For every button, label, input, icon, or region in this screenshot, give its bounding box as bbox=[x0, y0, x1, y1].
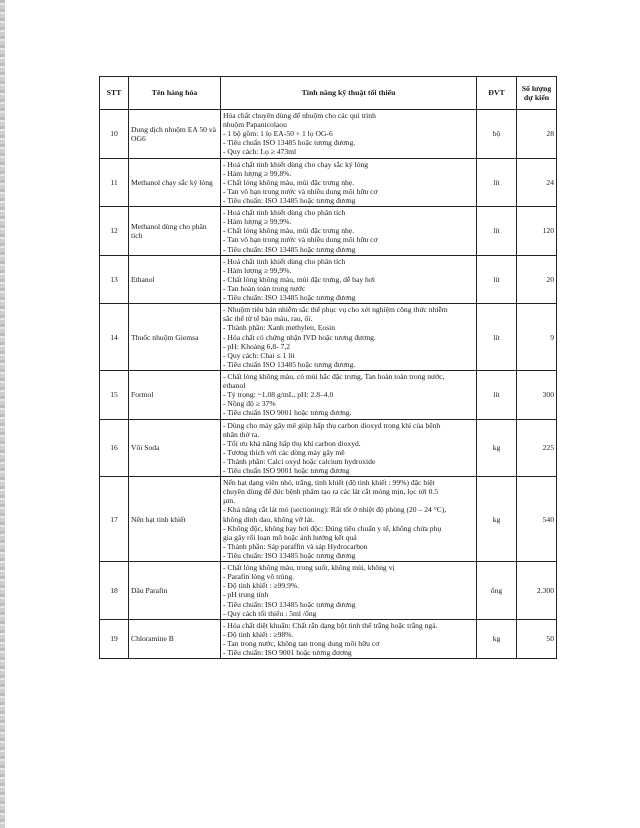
row-item-name: Dầu Parafin bbox=[129, 562, 221, 620]
spec-line: - Tiêu chuẩn: ISO 13485 hoặc tương đương bbox=[223, 195, 356, 205]
header-qty-line2: dự kiến bbox=[523, 93, 550, 102]
spec-line: - Quy cách: Chai ≤ 1 lít bbox=[223, 350, 295, 360]
header-name: Tên hàng hóa bbox=[129, 77, 221, 110]
table-row bbox=[100, 619, 557, 658]
spec-line: µm. bbox=[223, 496, 236, 506]
row-specs bbox=[221, 158, 477, 207]
row-unit: lít bbox=[477, 304, 517, 371]
row-specs bbox=[221, 110, 477, 159]
header-stt: STT bbox=[100, 77, 129, 110]
spec-line: - Tan vô hạn trong nước và nhiều dung môi hữu cơ bbox=[223, 235, 378, 245]
row-unit: kg bbox=[477, 477, 517, 562]
row-quantity: 24 bbox=[517, 158, 557, 207]
row-item-name: Dung dịch nhuộm EA 50 và OG6 bbox=[129, 110, 221, 159]
row-specs bbox=[221, 619, 477, 658]
specification-table bbox=[99, 76, 557, 659]
scan-edge-shadow bbox=[0, 0, 5, 828]
row-specs bbox=[221, 562, 477, 620]
table-row bbox=[100, 370, 557, 419]
row-specs bbox=[221, 477, 477, 562]
row-specs bbox=[221, 370, 477, 419]
spec-line: - Độ tinh khiết : ≥99.9%. bbox=[223, 581, 300, 591]
table-row bbox=[100, 419, 557, 477]
table-row bbox=[100, 477, 557, 562]
spec-line: - Tiêu chuẩn: ISO 9001 hoặc tương đương bbox=[223, 648, 352, 658]
row-specs bbox=[221, 304, 477, 371]
row-unit: kg bbox=[477, 619, 517, 658]
spec-line: - Thành phần: Sáp paraffin và sáp Hydrocarbon bbox=[223, 541, 368, 551]
spec-line: gia gây rối loạn mô hoặc ảnh hưởng kết quả bbox=[223, 532, 357, 542]
spec-line: - Hàm lượng ≥ 99,8%. bbox=[223, 168, 292, 178]
header-spec: Tính năng kỹ thuật tối thiểu bbox=[221, 77, 477, 110]
spec-line: nhân thở ra. bbox=[223, 429, 260, 439]
table-body bbox=[100, 110, 557, 659]
spec-line: - pH: Khoảng 6,8- 7,2 bbox=[223, 341, 291, 351]
table-row bbox=[100, 255, 557, 304]
row-item-name: Thuốc nhuộm Giemsa bbox=[129, 304, 221, 371]
spec-line: - Tan vô hạn trong nước và nhiều dung môi hữu cơ bbox=[223, 186, 378, 196]
spec-line: - Tan hoàn toàn trong nước bbox=[223, 283, 306, 293]
spec-line: - Tiêu chuẩn ISO 13485 hoặc tương đương. bbox=[223, 138, 356, 148]
row-item-name: Ethanol bbox=[129, 255, 221, 304]
spec-line: - Chất lỏng không màu, mùi đặc trưng nhẹ. bbox=[223, 177, 355, 187]
spec-line: - Hóa chất có chứng nhận IVD hoặc tương đương. bbox=[223, 332, 376, 342]
row-item-name: Vôi Soda bbox=[129, 419, 221, 477]
spec-line: - Tiêu chuẩn: ISO 13485 hoặc tương đương bbox=[223, 293, 356, 303]
spec-line: - Hàm lượng ≥ 99,9%. bbox=[223, 265, 292, 275]
table-row bbox=[100, 562, 557, 620]
row-quantity: 20 bbox=[517, 255, 557, 304]
header-qty bbox=[517, 77, 557, 110]
spec-line: nhuộm Papanicolaou bbox=[223, 120, 287, 130]
header-qty-line1: Số lượng bbox=[521, 83, 552, 93]
spec-line: - Hàm lượng ≥ 99,9%. bbox=[223, 217, 292, 227]
row-quantity: 28 bbox=[517, 110, 557, 159]
spec-line: - 1 bộ gồm: 1 lọ EA-50 + 1 lọ OG-6 bbox=[223, 129, 333, 139]
spec-line: chuyên dùng để đúc bệnh phẩm tạo ra các lát cắt mỏng mịn, lọc tới 0.5 bbox=[223, 487, 439, 497]
spec-line: - Không độc, không bay hơi độc: Đúng tiêu chuẩn y tế, không chứa phụ bbox=[223, 523, 442, 533]
spec-line: - Tan trong nước, không tan trong dung môi hữu cơ bbox=[223, 639, 380, 649]
spec-line: - Hoá chất tinh khiết dùng cho chạy sắc ký lỏng bbox=[223, 159, 369, 169]
row-specs bbox=[221, 255, 477, 304]
spec-line: - Tiêu chuẩn ISO 13485 hoặc tương đương. bbox=[223, 359, 356, 369]
row-item-name: Nến hạt tinh khiết bbox=[129, 477, 221, 562]
row-unit: bộ bbox=[477, 110, 517, 159]
spec-line: - Chất lỏng không màu, có mùi hắc đặc trưng, Tan hoàn toàn trong nước, bbox=[223, 371, 445, 381]
row-item-name: Methanol chạy sắc ký lỏng bbox=[129, 158, 221, 207]
row-quantity: 2.300 bbox=[517, 562, 557, 620]
row-item-name: Formol bbox=[129, 370, 221, 419]
spec-line: - Tiêu chuẩn ISO 9001 hoặc tương đương. bbox=[223, 408, 352, 418]
spec-line: - Chất lỏng không màu, mùi đặc trưng, dễ bay hơi bbox=[223, 274, 375, 284]
spec-line: - Hoá chất tinh khiết dùng cho phân tích bbox=[223, 256, 346, 266]
spec-line: - Hóa chất diệt khuẩn: Chất rắn dạng bột tinh thể trắng hoặc trắng ngà. bbox=[223, 620, 438, 630]
row-unit: ống bbox=[477, 562, 517, 620]
row-stt: 14 bbox=[100, 304, 129, 371]
row-stt: 12 bbox=[100, 207, 129, 256]
row-unit: lít bbox=[477, 255, 517, 304]
row-quantity: 540 bbox=[517, 477, 557, 562]
spec-line: - Độ tinh khiết : ≥98%. bbox=[223, 629, 294, 639]
row-stt: 19 bbox=[100, 619, 129, 658]
spec-line: - Tương thích với các dòng máy gây mê bbox=[223, 447, 345, 457]
spec-line: - Tối ưu khả năng hấp thụ khí carbon dioxyd. bbox=[223, 438, 361, 448]
row-specs bbox=[221, 207, 477, 256]
spec-line: - Parafin lỏng vô trùng. bbox=[223, 572, 295, 582]
spec-line: - Thành phần: Calci oxyd hoặc calcium hydroxide bbox=[223, 456, 376, 466]
row-unit: lít bbox=[477, 158, 517, 207]
table-row bbox=[100, 158, 557, 207]
spec-line: - Thành phần: Xanh methylen, Eosin bbox=[223, 323, 336, 333]
row-quantity: 50 bbox=[517, 619, 557, 658]
spec-line: - Tiêu chuẩn: ISO 13485 hoặc tương đương bbox=[223, 244, 356, 254]
spec-line: - Quy cách: Lọ ≥ 473ml bbox=[223, 147, 297, 157]
table-row bbox=[100, 304, 557, 371]
row-stt: 18 bbox=[100, 562, 129, 620]
spec-line: ethanol bbox=[223, 381, 246, 391]
spec-line: - Dùng cho máy gây mê giúp hấp thụ carbon dioxyd trong khí của bệnh bbox=[223, 420, 441, 430]
spec-line: - Tiêu chuẩn: ISO 13485 hoặc tương đương bbox=[223, 599, 356, 609]
spec-line: Nến hạt dạng viên nhỏ, trắng, tinh khiết (độ tinh khiết : 99%) đặc biệt bbox=[223, 478, 435, 488]
row-unit: lít bbox=[477, 370, 517, 419]
row-stt: 10 bbox=[100, 110, 129, 159]
row-item-name: Chloramine B bbox=[129, 619, 221, 658]
spec-line: - Khả năng cắt lát mỏ (sectioning): Rất tốt ở nhiệt độ phòng (20 – 24 °C), bbox=[223, 505, 447, 515]
row-unit: kg bbox=[477, 419, 517, 477]
spec-line: - Nồng độ ≥ 37% bbox=[223, 399, 276, 409]
spec-line: - Chất lỏng không màu, trong suốt, không mùi, không vị bbox=[223, 563, 395, 573]
row-stt: 15 bbox=[100, 370, 129, 419]
spec-line: - Hoá chất tinh khiết dùng cho phân tích bbox=[223, 208, 346, 218]
row-specs bbox=[221, 419, 477, 477]
header-unit: ĐVT bbox=[477, 77, 517, 110]
spec-line: - Nhuộm tiêu bản nhiễm sắc thể phục vụ cho xét nghiệm công thức nhiễm bbox=[223, 305, 448, 315]
spec-line: - Chất lỏng không màu, mùi đặc trưng nhẹ. bbox=[223, 226, 355, 236]
table-header-row bbox=[100, 77, 557, 110]
row-quantity: 9 bbox=[517, 304, 557, 371]
spec-line: - Quy cách tối thiểu : 5ml /ống bbox=[223, 608, 317, 618]
row-item-name: Methanol dùng cho phân tích bbox=[129, 207, 221, 256]
spec-line: không dính dao, không vỡ lát. bbox=[223, 514, 315, 524]
row-stt: 16 bbox=[100, 419, 129, 477]
spec-line: - Tỷ trọng: ~1.08 g/mL, pH: 2.8–4.0 bbox=[223, 390, 334, 400]
row-stt: 13 bbox=[100, 255, 129, 304]
table-row bbox=[100, 110, 557, 159]
spec-line: - pH trung tính bbox=[223, 590, 269, 600]
row-unit: lít bbox=[477, 207, 517, 256]
table-row bbox=[100, 207, 557, 256]
spec-line: Hóa chất chuyên dùng để nhuộm cho các quí trình bbox=[223, 111, 376, 120]
row-quantity: 120 bbox=[517, 207, 557, 256]
row-quantity: 300 bbox=[517, 370, 557, 419]
row-stt: 17 bbox=[100, 477, 129, 562]
row-quantity: 225 bbox=[517, 419, 557, 477]
row-stt: 11 bbox=[100, 158, 129, 207]
spec-line: - Tiêu chuẩn: ISO 13485 hoặc tương đương bbox=[223, 551, 356, 561]
spec-line: sắc thể từ tế bào máu, rau, ối. bbox=[223, 314, 313, 324]
spec-line: - Tiêu chuẩn ISO 9001 hoặc tương đương bbox=[223, 466, 350, 476]
